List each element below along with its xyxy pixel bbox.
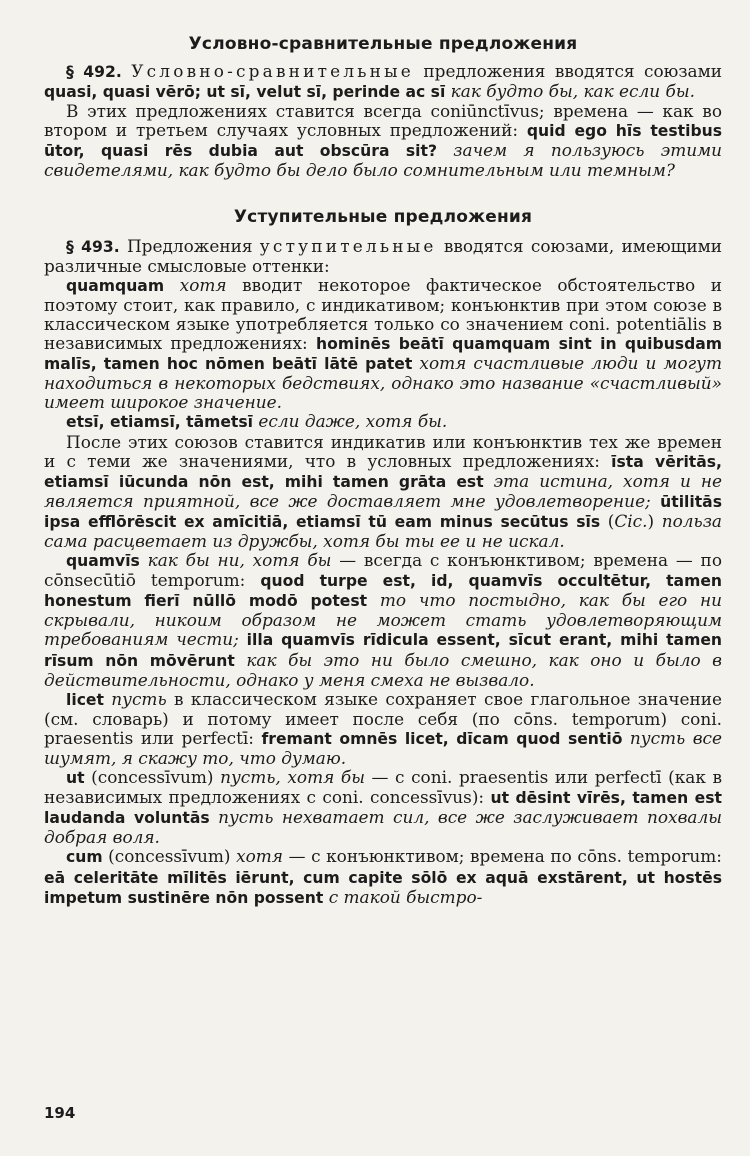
latin-conjunctions: quasi, quasi vērō; ut sī, velut sī, perinde ac sī	[44, 83, 446, 102]
paragraph-etsi	[44, 412, 722, 432]
translation: как бы ни, хотя бы	[139, 550, 332, 571]
latin-conjunctions: etsī, etiamsī, tāmetsī	[66, 413, 254, 432]
text: (	[600, 510, 615, 531]
translation: пусть, хотя бы	[220, 767, 365, 788]
latin-conjunction: quamquam	[66, 276, 165, 295]
paragraph-cum	[44, 847, 722, 907]
text: в классическом языке сохраняет свое глагольное значение (см. словарь) и потому имеет после себя (по cōns. temporum) coni. praesentis или perfectī:	[44, 688, 722, 748]
translation: хотя	[236, 846, 283, 867]
translation: польза сама расцветает из дружбы, хотя бы ты ее и не искал.	[44, 510, 723, 551]
text: После этих союзов ставится индикатив или конъюнктив тех же времен и с теми же значениями, что в условных предложениях:	[44, 431, 722, 471]
translation: зачем я пользуюсь этими свидетелями, как будто бы дело было сомнительным или темным?	[44, 140, 722, 181]
paragraph-ut	[44, 768, 722, 847]
paragraph-493	[44, 237, 722, 276]
latin-example: illa quamvīs rīdicula essent, sīcut erant, mihi tamen rīsum nōn mōvērunt	[44, 631, 722, 670]
text: Предложения	[119, 235, 260, 256]
latin-conjunction: licet	[66, 690, 104, 709]
paragraph-492-mood	[44, 102, 722, 180]
paragraph-quamquam	[44, 276, 722, 413]
translation: хотя счастливые люди и могут находиться в некоторых бедствиях, однако это название «счастливый» имеет широкое значение.	[44, 353, 722, 413]
text: (concessīvum)	[102, 846, 237, 867]
latin-example: eā celeritāte mīlitēs iērunt, cum capite sōlō ex aquā exstārent, ut hostēs impetum sustinēre nōn possent	[44, 868, 722, 907]
text: — с конъюнктивом; времена по cōns. temporum:	[283, 846, 723, 867]
latin-example: fremant omnēs licet, dīcam quod sentiō	[261, 729, 623, 748]
latin-example: hominēs beātī quamquam sint in quibusdam malīs, tamen hoc nōmen beātī lātē patet	[44, 335, 723, 374]
text: )	[647, 510, 655, 531]
section-number-493: § 493.	[66, 237, 120, 256]
text: — всегда с конъюнктивом; времена — по cōnsecūtiō temporum:	[44, 550, 722, 591]
text: предложения вводятся союзами	[413, 61, 723, 81]
text: В этих предложениях ставится всегда coniūnctīvus; времена — как во втором и третьем случаях условных предложений:	[44, 101, 722, 141]
latin-example: īsta vēritās, etiamsī iūcunda nōn est, mihi tamen grāta est	[44, 452, 722, 491]
text: вводятся союзами, имеющими различные смысловые оттенки:	[44, 235, 723, 276]
citation: Cic.	[614, 510, 648, 531]
latin-conjunction: cum	[66, 848, 103, 867]
translation: хотя	[164, 274, 227, 295]
translation: с такой быстро-	[323, 886, 483, 907]
translation: то что постыдно, как бы его ни скрывали, никоим образом не может стать удовлетворяющим требованиям чести;	[44, 590, 722, 650]
translation: эта истина, хотя и не является приятной, все же доставляет мне удовлетворение;	[44, 470, 722, 511]
text: вводит некоторое фактическое обстоятельство и поэтому стоит, как правило, с индикативом; конъюнктив при этом союзе в классическом языке употребляется только со значением coni. potentiālis в независимых предложениях:	[44, 274, 722, 354]
translation: как будто бы, как если бы.	[445, 81, 695, 102]
text: (concessīvum)	[84, 767, 221, 788]
section-heading-conditional-comparative: Условно-сравнительные предложения	[188, 34, 578, 54]
latin-example: quid ego hīs testibus ūtor, quasi rēs dubia aut obscūra sit?	[44, 122, 722, 161]
spaced-term: уступительные	[259, 235, 437, 256]
latin-conjunction: quamvīs	[66, 552, 140, 571]
translation: пусть все шумят, я скажу то, что думаю.	[44, 727, 722, 768]
section-number-492: § 492.	[66, 63, 122, 81]
paragraph-etsi-mood	[44, 433, 722, 552]
text: — с coni. praesentis или perfectī (как в независимых предложениях с coni. concessīvus):	[44, 767, 722, 808]
latin-example: ut dēsint vīrēs, tamen est laudanda voluntās	[44, 789, 722, 828]
paragraph-licet	[44, 690, 722, 768]
spaced-term: Условно-сравнительные	[131, 61, 414, 81]
latin-conjunction: ut	[66, 769, 85, 788]
page-number: 194	[44, 1104, 76, 1122]
paragraph-492	[44, 62, 722, 102]
translation: если даже, хотя бы.	[253, 411, 448, 432]
paragraph-quamvis	[44, 551, 722, 690]
latin-example: ūtilitās ipsa efflōrēscit ex amīcitiā, etiamsī tū eam minus secūtus sīs	[44, 492, 722, 531]
section-heading-concessive: Уступительные предложения	[233, 206, 533, 227]
latin-example: quod turpe est, id, quamvīs occultētur, tamen honestum fierī nūllō modō potest	[44, 572, 722, 611]
translation: пусть нехватает сил, все же заслуживает похвалы добрая воля.	[44, 807, 722, 848]
translation: как бы это ни было смешно, как оно и было в действительности, однако у меня смеха не вызвало.	[44, 649, 722, 690]
translation: пусть	[103, 688, 167, 709]
